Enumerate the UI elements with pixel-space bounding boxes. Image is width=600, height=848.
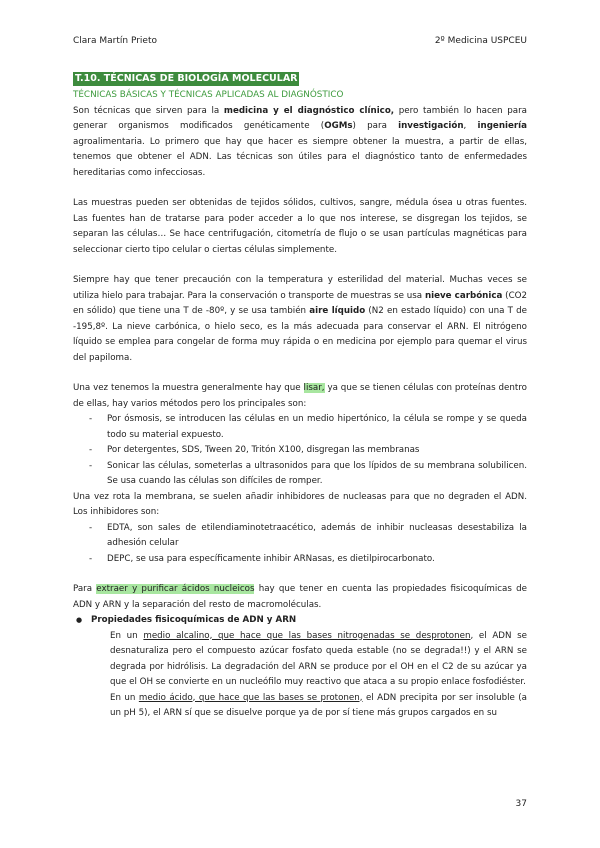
- page-title: T.10. TÉCNICAS DE BIOLOGÍA MOLECULAR: [75, 73, 298, 84]
- paragraph-conservation: Siempre hay que tener precaución con la temperatura y esterilidad del material. Muchas veces se utiliza hielo para trabajar. Para la conservación o transporte de muestras se usa nieve carbónica (CO2 en sólido) que tiene una T de -80º, y se usa también aire líquido (N2 en estado líquido) con una T de -195,8º. La nieve carbónica, o hielo seco, es la más adecuada para conservar el ARN. El nitrógeno líquido se emplea para congelar de forma muy rápida o en medicina por ejemplo para quemar el virus del papiloma.: [73, 275, 528, 363]
- paragraph-alkaline: En un medio alcalino, que hace que las bases nitrogenadas se desprotonen, el ADN se desnaturaliza pero el compuesto azúcar fosfato queda estable (no se degrada!!) y el ARN se degrada por hidrólisis. La degradación del ARN se produce por el OH en el C2 de su azúcar ya que el OH se convierte en un nucleófilo muy reactivo que ataca a su propio enlace fosfodiéster.: [110, 630, 528, 687]
- paragraph-acid: En un medio ácido, que hace que las bases se protonen, el ADN precipita por ser insoluble (a un pH 5), el ARN sí que se disuelve porque ya de por sí tiene más grupos cargados en su: [110, 692, 527, 718]
- paragraph-intro: Son técnicas que sirven para la medicina y el diagnóstico clínico, pero también lo hacen para generar organismos modificados genéticamente (OGMs) para investigación, ingeniería agroalimentaria. Lo primero que hay que hacer es siempre obtener la muestra, a partir de ellas, tenemos que obtener el ADN. Las técnicas son útiles para el diagnóstico tanto de enfermedades hereditarias como infecciosas.: [73, 105, 527, 178]
- list-item: - Sonicar las células, someterlas a ultrasonidos para que los lípidos de su membrana solubilicen. Se usa cuando las células son difíciles de romper.: [91, 459, 527, 490]
- section-subtitle: TÉCNICAS BÁSICAS Y TÉCNICAS APLICADAS AL DIAGNÓSTICO: [73, 89, 344, 100]
- list-item: - Por detergentes, SDS, Tween 20, Tritón X100, disgregan las membranas: [91, 443, 527, 459]
- paragraph-samples: Las muestras pueden ser obtenidas de tejidos sólidos, cultivos, sangre, médula ósea u otras fuentes. Las fuentes han de tratarse para poder acceder a lo que nos interese, se disgregan los tejidos, se separan las células… Se hace centrifugación, citometría de flujo o se usan partículas magnéticas para seleccionar cierto tipo celular o ciertas células simplemente.: [73, 198, 527, 255]
- header-course: 2º Medicina USPCEU: [434, 36, 527, 46]
- header-author: Clara Martín Prieto: [73, 36, 157, 46]
- highlight-lisar: lisar,: [303, 383, 325, 393]
- list-item: - Por ósmosis, se introducen las células en un medio hipertónico, la célula se rompe y se queda todo su material expuesto.: [91, 412, 527, 443]
- lysis-methods-list: [73, 412, 527, 490]
- list-item: - DEPC, se usa para específicamente inhibir ARNasas, es dietilpirocarbonato.: [91, 552, 527, 568]
- paragraph-extraction: Para extraer y purificar ácidos nucleicos hay que tener en cuenta las propiedades fisicoquímicas de ADN y ARN y la separación del resto de macromoléculas.: [73, 584, 527, 610]
- highlight-extraer: extraer y purificar ácidos nucleicos: [96, 584, 255, 594]
- paragraph-inhibitors: Una vez rota la membrana, se suelen añadir inhibidores de nucleasas para que no degraden el ADN. Los inhibidores son:: [73, 491, 527, 517]
- page-number: 37: [515, 799, 527, 809]
- document-body: [73, 72, 527, 722]
- list-item: - EDTA, son sales de etilendiaminotetraacético, además de inhibir nucleasas desestabiliza la adhesión celular: [91, 521, 527, 552]
- bullet-properties-heading: ● Propiedades fisicoquímicas de ADN y ARN: [73, 613, 527, 629]
- paragraph-lysis: Una vez tenemos la muestra generalmente hay que lisar, ya que se tienen células con proteínas dentro de ellas, hay varios métodos pero los principales son:: [73, 383, 527, 409]
- inhibitors-list: [73, 521, 527, 568]
